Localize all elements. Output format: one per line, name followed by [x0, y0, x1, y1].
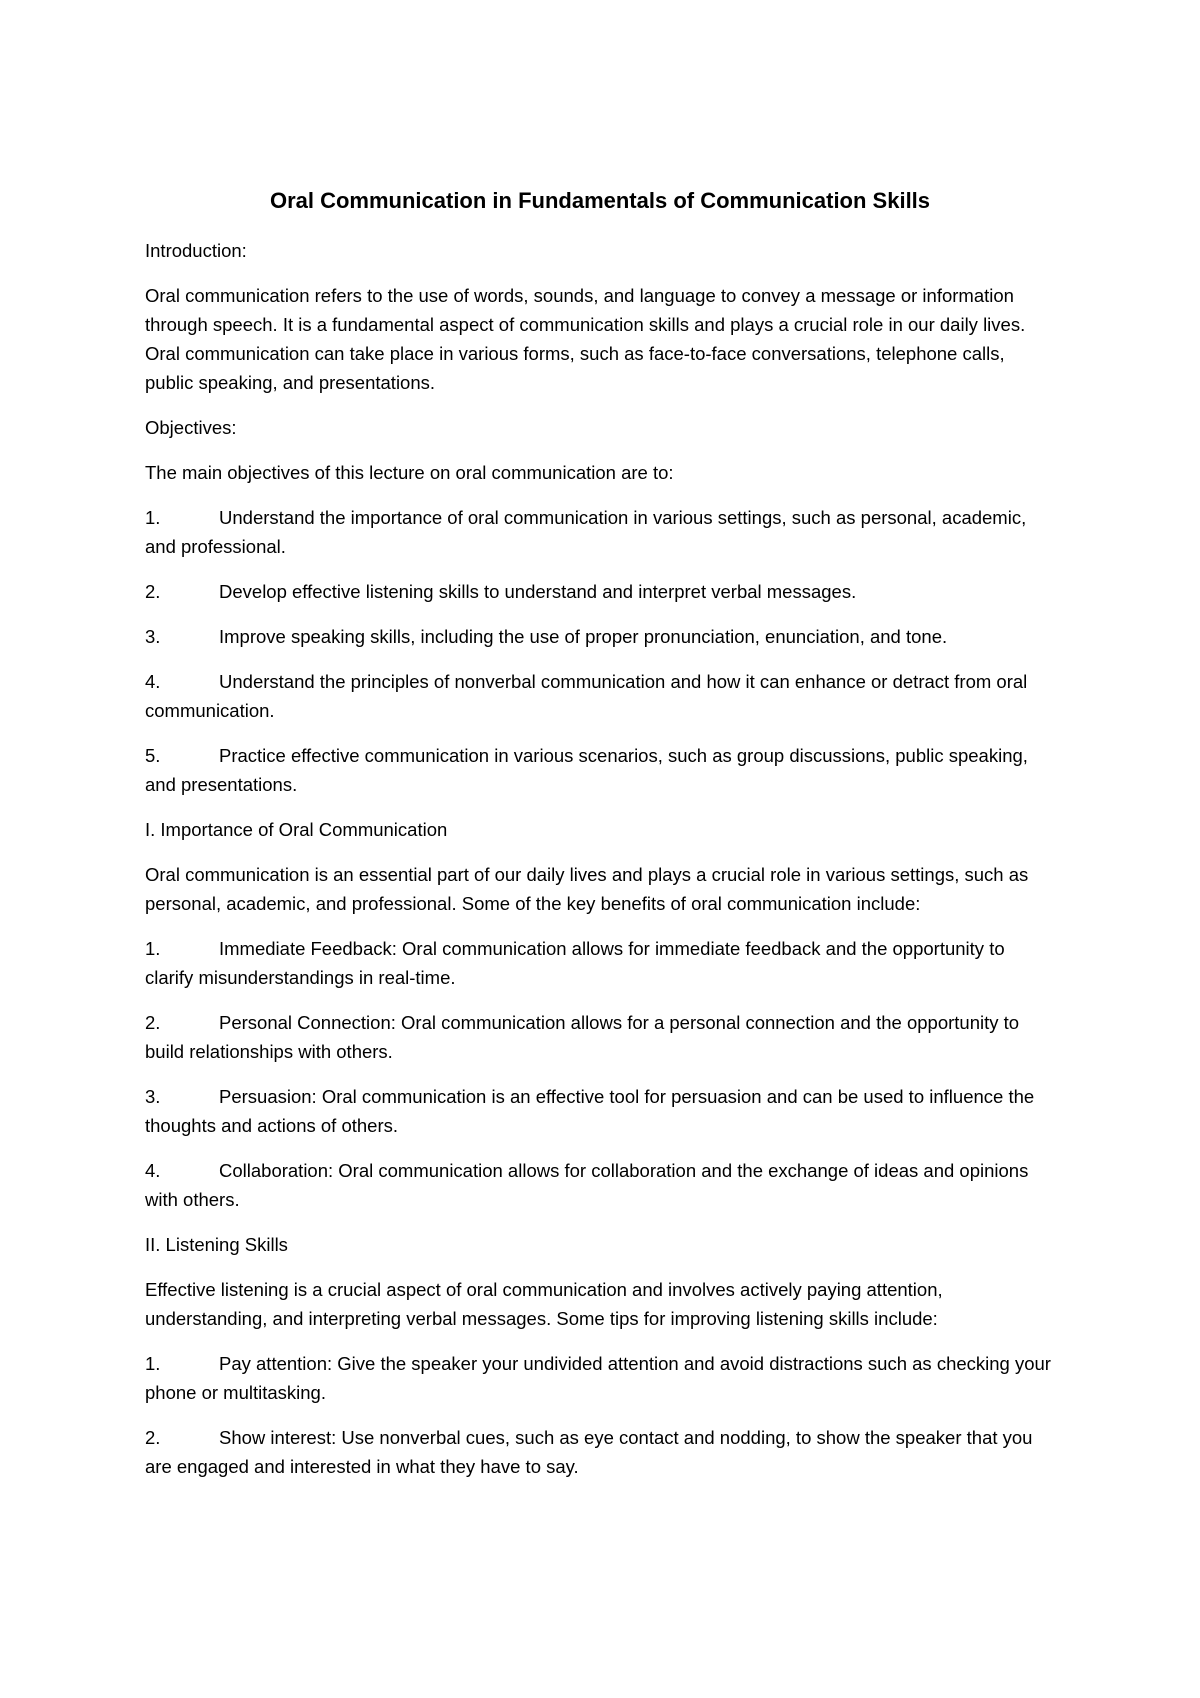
intro-heading: Introduction:: [145, 240, 247, 261]
section-heading-listening: II. Listening Skills: [145, 1234, 288, 1255]
benefit-item: [145, 1008, 1055, 1066]
objective-item: [145, 741, 1055, 799]
tip-number: 2.: [145, 1427, 161, 1448]
listening-paragraph: Effective listening is a crucial aspect of oral communication and involves actively paying attention, understanding, and interpreting verbal messages. Some tips for improving listening skills include:: [145, 1279, 943, 1329]
benefit-number: 3.: [145, 1086, 161, 1107]
objective-text: Understand the principles of nonverbal communication and how it can enhance or detract from oral communication.: [145, 671, 1028, 721]
tip-text: Show interest: Use nonverbal cues, such as eye contact and nodding, to show the speaker that you are engaged and interested in what they have to say.: [145, 1427, 1033, 1477]
objective-text: Improve speaking skills, including the use of proper pronunciation, enunciation, and tone.: [219, 626, 948, 647]
tip-item: [145, 1349, 1055, 1407]
benefit-item: [145, 1156, 1055, 1214]
tip-number: 1.: [145, 1353, 161, 1374]
benefit-number: 4.: [145, 1160, 161, 1181]
benefit-number: 1.: [145, 938, 161, 959]
objective-item: [145, 503, 1055, 561]
objective-item: [145, 622, 1055, 651]
objectives-lead: The main objectives of this lecture on oral communication are to:: [145, 462, 674, 483]
benefit-number: 2.: [145, 1012, 161, 1033]
benefit-text: Collaboration: Oral communication allows for collaboration and the exchange of ideas and opinions with others.: [145, 1160, 1029, 1210]
benefit-item: [145, 1082, 1055, 1140]
intro-paragraph: Oral communication refers to the use of words, sounds, and language to convey a message or information through speech. It is a fundamental aspect of communication skills and plays a crucial role in our daily lives. Oral communication can take place in various forms, such as face-to-face conversations, telephone calls, public speaking, and presentations.: [145, 285, 1026, 393]
objective-number: 4.: [145, 671, 161, 692]
objective-number: 1.: [145, 507, 161, 528]
benefit-text: Persuasion: Oral communication is an effective tool for persuasion and can be used to influence the thoughts and actions of others.: [145, 1086, 1035, 1136]
objective-number: 2.: [145, 581, 161, 602]
objective-number: 3.: [145, 626, 161, 647]
objective-text: Develop effective listening skills to understand and interpret verbal messages.: [219, 581, 857, 602]
tip-item: [145, 1423, 1055, 1481]
benefit-text: Immediate Feedback: Oral communication allows for immediate feedback and the opportunity to clarify misunderstandings in real-time.: [145, 938, 1005, 988]
tip-text: Pay attention: Give the speaker your undivided attention and avoid distractions such as checking your phone or multitasking.: [145, 1353, 1051, 1403]
objectives-heading: Objectives:: [145, 417, 237, 438]
objective-text: Understand the importance of oral communication in various settings, such as personal, academic, and professional.: [145, 507, 1027, 557]
importance-paragraph: Oral communication is an essential part of our daily lives and plays a crucial role in various settings, such as personal, academic, and professional. Some of the key benefits of oral communication include:: [145, 864, 1029, 914]
benefit-text: Personal Connection: Oral communication allows for a personal connection and the opportunity to build relationships with others.: [145, 1012, 1020, 1062]
objective-text: Practice effective communication in various scenarios, such as group discussions, public speaking, and presentations.: [145, 745, 1028, 795]
objective-number: 5.: [145, 745, 161, 766]
objective-item: [145, 577, 1055, 606]
objective-item: [145, 667, 1055, 725]
document-title: Oral Communication in Fundamentals of Communication Skills: [269, 188, 931, 213]
benefit-item: [145, 934, 1055, 992]
section-heading-importance: I. Importance of Oral Communication: [145, 819, 448, 840]
